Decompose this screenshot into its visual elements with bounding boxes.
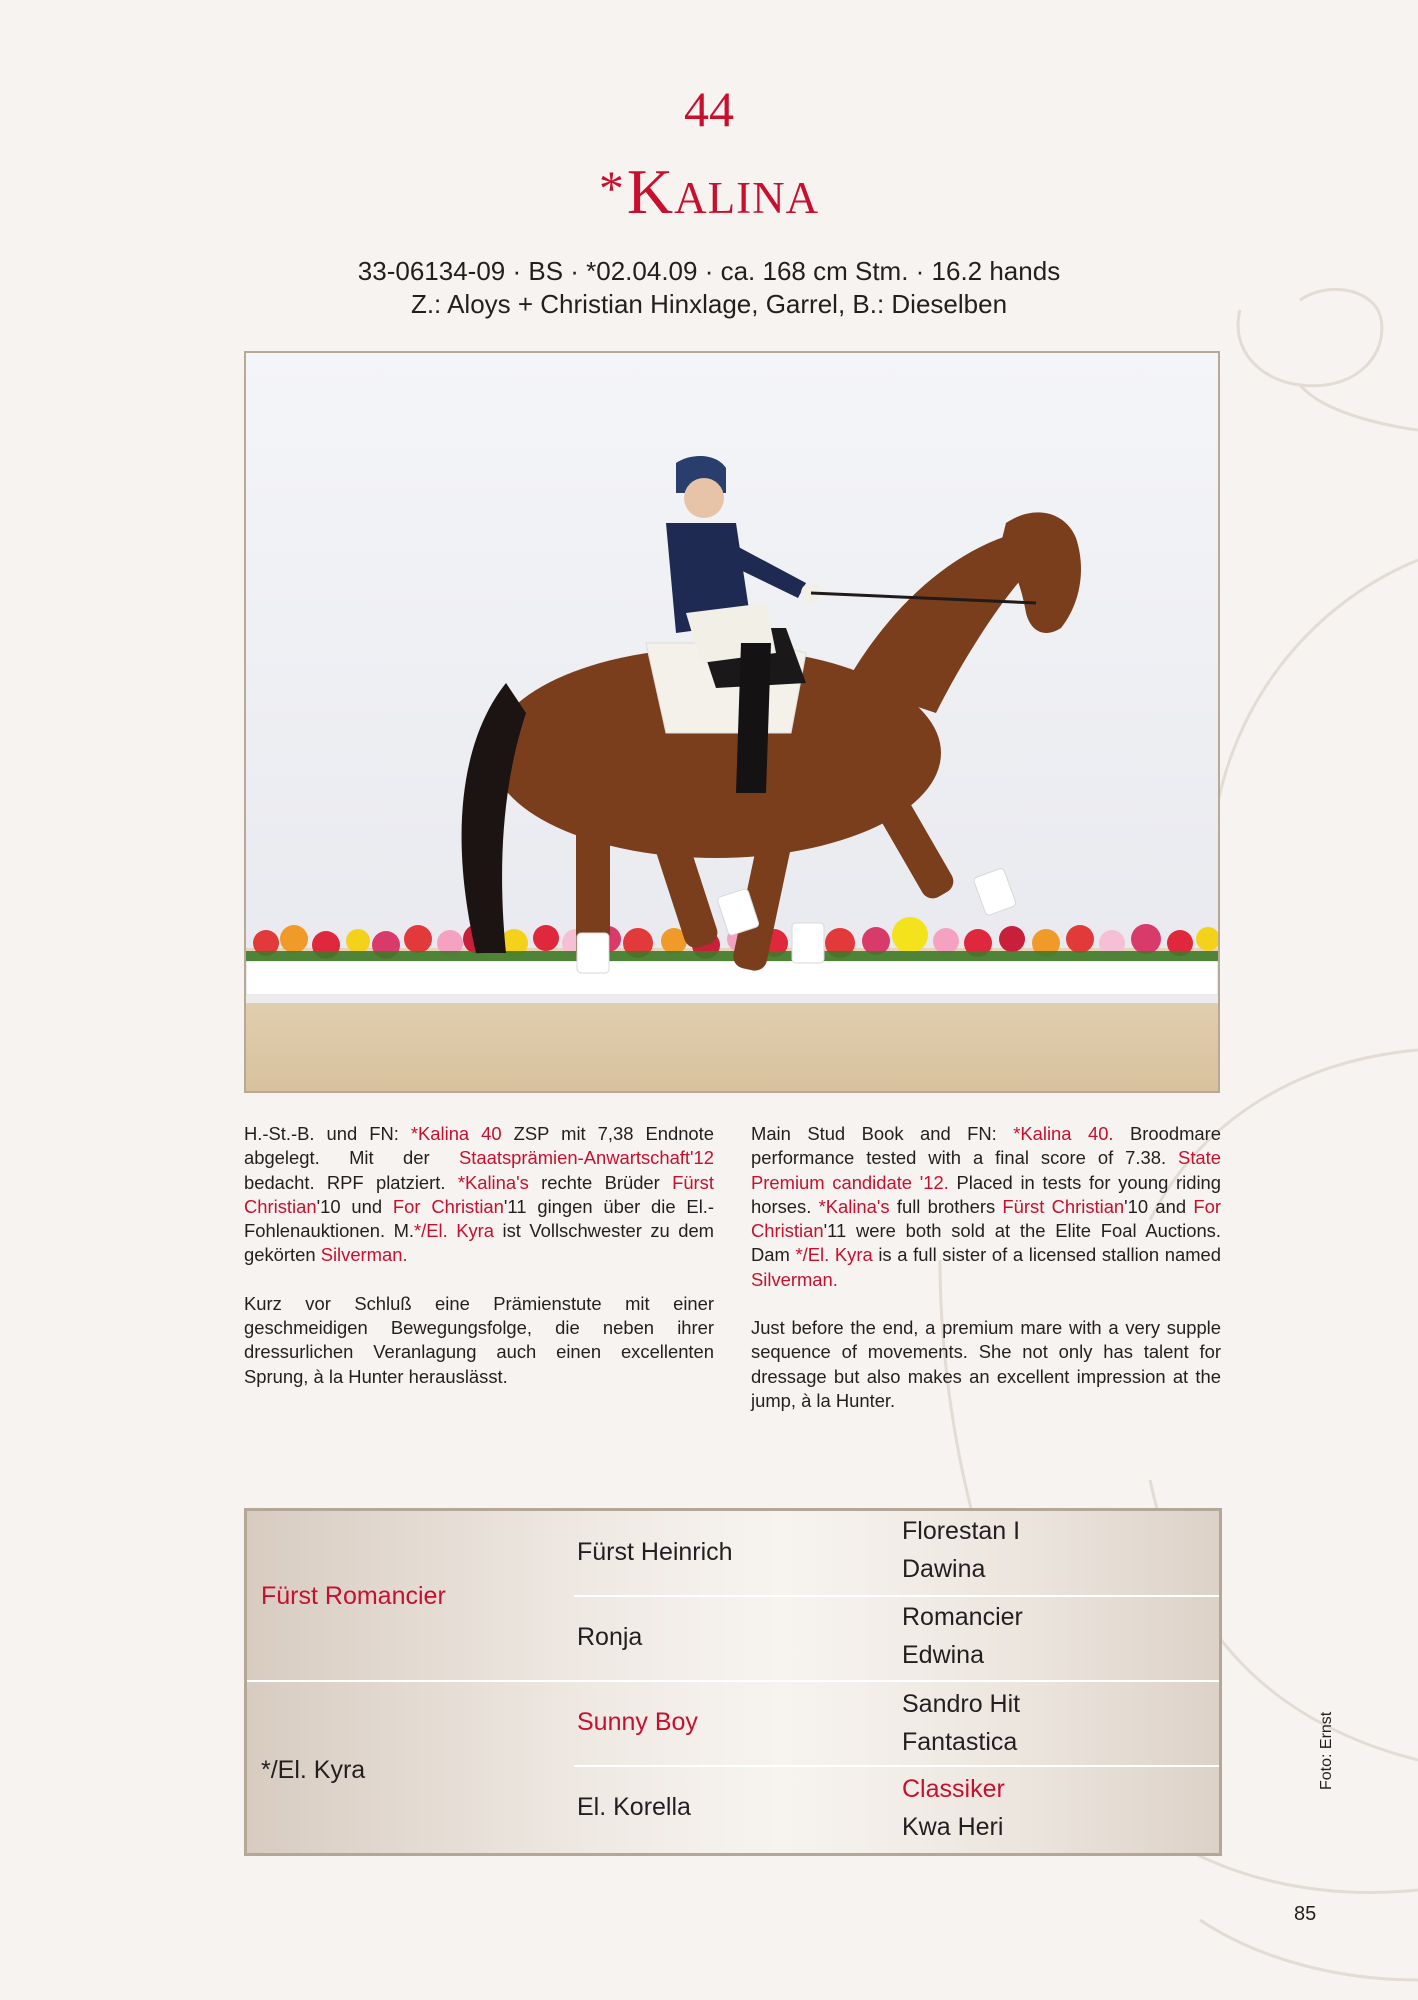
highlighted-text: *Kalina's <box>818 1195 890 1217</box>
pedigree-gg-2: Dawina <box>902 1555 986 1583</box>
horse-photo <box>244 351 1220 1093</box>
horse-name: Kalina <box>626 156 820 227</box>
highlighted-text: Staatsprämien-Anwartschaft'12 <box>459 1147 714 1169</box>
pedigree-table <box>244 1508 1222 1856</box>
pedigree-gg-5: Sandro Hit <box>902 1690 1021 1718</box>
pedigree-gg-3: Romancier <box>902 1603 1023 1631</box>
highlighted-text: Silverman. <box>320 1244 408 1266</box>
body-text: '10 and <box>1124 1195 1194 1217</box>
pedigree-gg-8: Kwa Heri <box>902 1813 1004 1841</box>
pedigree-dam-dam: El. Korella <box>577 1793 691 1821</box>
body-text: '11 gingen über die El.-Fohlenauktionen. M. <box>244 1195 715 1242</box>
horse-photo-icon <box>246 353 1218 1091</box>
pedigree-dam-sire: Sunny Boy <box>577 1708 698 1736</box>
body-text: bedacht. RPF platziert. <box>244 1171 458 1193</box>
horse-registration-info: 33-06134-09 · BS · *02.04.09 · ca. 168 cm Stm. · 16.2 hands <box>357 256 1061 286</box>
highlighted-text: Fürst Christian <box>1002 1195 1125 1217</box>
description-german <box>244 1122 714 1413</box>
star-marker: * <box>598 160 625 216</box>
body-text: H.-St.-B. und FN: <box>244 1123 411 1144</box>
description-english-p1 <box>751 1122 1221 1292</box>
body-text: Broodmare performance tested with a final score of 7.38. <box>751 1123 1221 1169</box>
page-number: 85 <box>1294 1903 1317 1925</box>
pedigree-gg-4: Edwina <box>902 1641 984 1669</box>
pedigree-divider-sire <box>574 1595 1219 1597</box>
pedigree-divider-dam <box>574 1765 1219 1767</box>
description-german-p2 <box>244 1292 714 1389</box>
description-english-p2 <box>751 1316 1221 1413</box>
pedigree-sire-dam: Ronja <box>577 1623 643 1651</box>
highlighted-text: For Christian <box>751 1195 1221 1242</box>
highlighted-text: Silverman. <box>751 1268 838 1290</box>
body-text: '10 und <box>316 1195 393 1217</box>
highlighted-text: State Premium candidate '12. <box>751 1147 1221 1193</box>
highlighted-text: */El. Kyra <box>795 1244 873 1266</box>
body-text: ZSP mit 7,38 Endnote abgelegt. Mit der <box>244 1123 714 1169</box>
highlighted-text: Fürst Christian <box>244 1171 714 1217</box>
body-text: Just before the end, a premium mare with a very supple sequence of movements. She not only has talent for dressage but also makes an excellent impression at the jump, à la Hunter. <box>751 1317 1221 1411</box>
body-text: '11 were both sold at the Elite Foal Auctions. Dam <box>751 1220 1221 1266</box>
photo-credit: Foto: Ernst <box>1318 1711 1335 1790</box>
highlighted-text: *Kalina 40 <box>410 1123 502 1144</box>
description-german-p1 <box>244 1122 714 1268</box>
pedigree-gg-6: Fantastica <box>902 1728 1018 1756</box>
pedigree-gg-7: Classiker <box>902 1775 1005 1803</box>
horse-name-title <box>0 156 1418 227</box>
highlighted-text: *Kalina's <box>457 1171 529 1193</box>
pedigree-dam: */El. Kyra <box>261 1756 366 1784</box>
breeder-owner-info: Z.: Aloys + Christian Hinxlage, Garrel, B.: Dieselben <box>410 289 1008 319</box>
pedigree-sire: Fürst Romancier <box>261 1582 446 1610</box>
body-text: ist Vollschwester zu dem gekörten <box>244 1220 714 1266</box>
body-text: Main Stud Book and FN: <box>751 1123 1014 1144</box>
highlighted-text: *Kalina 40. <box>1013 1123 1114 1144</box>
body-text: is a full sister of a licensed stallion named <box>872 1244 1221 1266</box>
highlighted-text: For Christian <box>392 1195 504 1217</box>
pedigree-sire-sire: Fürst Heinrich <box>577 1538 733 1566</box>
body-text: Placed in tests for young riding horses. <box>751 1171 1221 1217</box>
body-text: full brothers <box>889 1195 1003 1217</box>
highlighted-text: */El. Kyra <box>414 1220 495 1242</box>
body-text: Kurz vor Schluß eine Prämienstute mit einer geschmeidigen Bewegungsfolge, die neben ihrer dressurlichen Veranlagung auch einen excellenten Sprung, à la Hunter herauslässt. <box>244 1292 714 1387</box>
pedigree-divider-main <box>247 1680 1219 1682</box>
body-text: rechte Brüder <box>528 1171 673 1193</box>
lot-number: 44 <box>684 81 734 137</box>
pedigree-gg-1: Florestan I <box>902 1517 1021 1545</box>
description-english <box>751 1122 1221 1437</box>
